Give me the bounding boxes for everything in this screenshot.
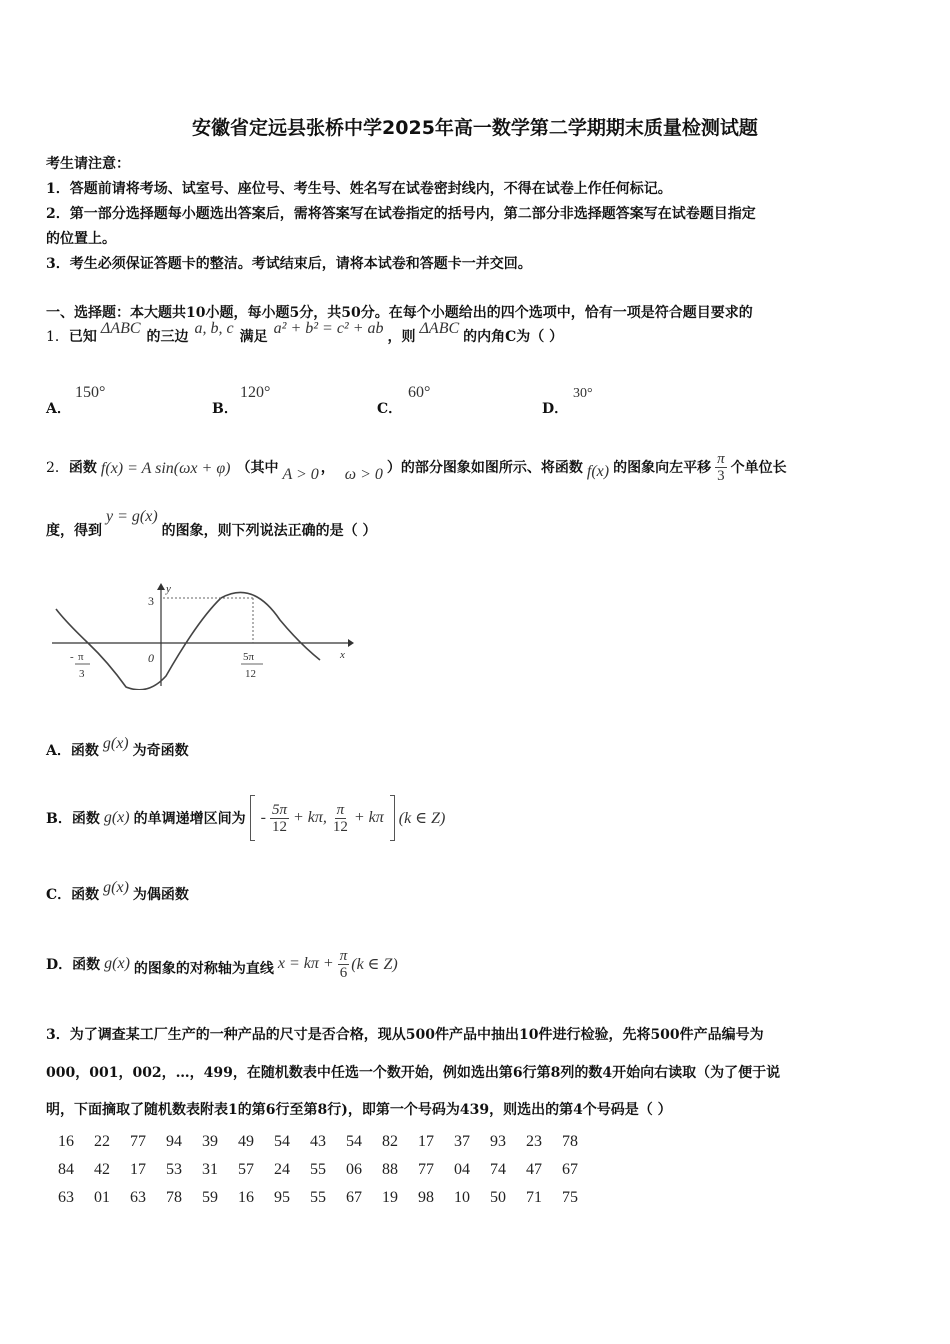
interval-k-in-z: (k ∈ Z) xyxy=(398,810,446,827)
table-cell: 93 xyxy=(490,1133,506,1150)
q2-option-b-label: B． xyxy=(46,811,72,827)
table-cell: 50 xyxy=(490,1189,506,1206)
page-title: 安徽省定远县张桥中学2025年高一数学第二学期期末质量检测试题 xyxy=(192,117,758,139)
q2-option-a-gx: g(x) xyxy=(102,735,129,752)
fraction-denominator: 12 xyxy=(332,818,348,835)
q2-line-2 xyxy=(46,508,377,540)
table-cell: 78 xyxy=(166,1189,182,1206)
interval-k-pi: + kπ xyxy=(353,809,384,826)
right-tick-numerator: 5π xyxy=(243,651,255,663)
q2-text: 函数 xyxy=(68,460,97,476)
q2-option-d xyxy=(46,942,398,986)
table-cell: 49 xyxy=(238,1133,254,1150)
q2-separator: ， xyxy=(320,460,335,476)
q2-text: ）的部分图象如图所示、将函数 xyxy=(386,460,583,476)
table-cell: 24 xyxy=(274,1161,290,1178)
table-cell: 19 xyxy=(382,1189,398,1206)
table-cell: 74 xyxy=(490,1161,506,1178)
interval-left-bracket xyxy=(250,795,255,841)
q2-shift-fraction xyxy=(715,451,727,484)
table-cell: 16 xyxy=(238,1189,254,1206)
table-cell: 37 xyxy=(454,1133,470,1150)
q2-text: 个单位长 xyxy=(730,460,787,476)
q2-text: 度，得到 xyxy=(46,523,102,539)
fraction-numerator: 5π xyxy=(271,801,287,818)
q1-option-c-value: 60° xyxy=(408,384,431,401)
q2-option-c-text: 函数 xyxy=(71,887,100,903)
q2-shift-numerator: π xyxy=(717,450,725,467)
q1-number: 1． xyxy=(46,329,69,345)
table-cell: 42 xyxy=(94,1161,110,1178)
q2-text: 的图象，则下列说法正确的是（ ） xyxy=(161,523,377,539)
axis-fraction xyxy=(338,948,350,981)
table-cell: 94 xyxy=(166,1133,182,1150)
table-cell: 10 xyxy=(454,1189,470,1206)
q2-option-c-label: C． xyxy=(46,887,72,903)
table-cell: 77 xyxy=(130,1133,146,1150)
q1-option-b-value: 120° xyxy=(240,384,271,401)
y-max-label: 3 xyxy=(148,594,154,608)
fraction-numerator: π xyxy=(336,801,345,818)
q1-text: 已知 xyxy=(68,329,97,345)
q2-condition-omega: ω > 0 xyxy=(344,466,383,483)
axis-k-in-z: (k ∈ Z) xyxy=(351,956,398,973)
table-cell: 55 xyxy=(310,1161,326,1178)
table-cell: 17 xyxy=(130,1161,146,1178)
q2-text: 的图象向左平移 xyxy=(613,460,712,476)
notice-item: 的位置上。 xyxy=(46,231,116,247)
table-row xyxy=(58,1133,598,1151)
table-cell: 75 xyxy=(562,1189,578,1206)
origin-label: 0 xyxy=(148,651,154,665)
q2-option-b xyxy=(46,794,445,842)
q2-condition-a: A > 0 xyxy=(282,466,319,483)
q1-triangle: ΔABC xyxy=(419,320,460,337)
interval-k-pi: + kπ, xyxy=(292,809,327,826)
table-cell: 47 xyxy=(526,1161,542,1178)
q2-option-c-gx: g(x) xyxy=(103,879,129,896)
fraction-numerator: π xyxy=(339,947,348,964)
table-cell: 16 xyxy=(58,1133,74,1150)
fraction-denominator: 12 xyxy=(271,818,287,835)
q2-function: f(x) = A sin(ωx + φ) xyxy=(100,460,231,477)
q2-option-a-text: 为奇函数 xyxy=(132,743,189,759)
q1-text: 满足 xyxy=(239,329,268,345)
table-cell: 17 xyxy=(418,1133,434,1150)
q2-option-d-label: D． xyxy=(46,957,73,973)
table-cell: 82 xyxy=(382,1133,398,1150)
table-cell: 43 xyxy=(310,1133,326,1150)
q1-option-d-value: 30° xyxy=(573,386,593,401)
y-axis-arrow xyxy=(157,583,165,590)
q2-option-d-text: 函数 xyxy=(72,957,101,973)
table-cell: 39 xyxy=(202,1133,218,1150)
table-cell: 06 xyxy=(346,1161,362,1178)
q3-line: 3．为了调查某工厂生产的一种产品的尺寸是否合格，现从500件产品中抽出10件进行检验，先将500件产品编号为 xyxy=(46,1027,764,1043)
x-axis-arrow xyxy=(348,639,354,647)
axis-equation: x = kπ + xyxy=(277,955,334,972)
q2-option-b-text: 函数 xyxy=(71,811,100,827)
notice-heading: 考生请注意： xyxy=(46,156,130,172)
q3-line: 明，下面摘取了随机数表附表1的第6行至第8行)，即第一个号码为439，则选出的第4个号码是（ ） xyxy=(46,1102,672,1118)
table-cell: 63 xyxy=(130,1189,146,1206)
q1-option-b-label: B． xyxy=(212,401,238,417)
q1-text: ，则 xyxy=(387,329,416,345)
left-tick-denominator: 3 xyxy=(79,668,85,680)
interval-fraction-2 xyxy=(331,802,350,835)
q2-text: （其中 xyxy=(236,460,279,476)
table-cell: 53 xyxy=(166,1161,182,1178)
notice-item: 2．第一部分选择题每小题选出答案后，需将答案写在试卷指定的括号内，第二部分非选择题答案写在试卷题目指定 xyxy=(46,206,756,222)
q2-option-b-gx: g(x) xyxy=(103,809,130,826)
table-row xyxy=(58,1161,598,1179)
q2-option-c-text: 为偶函数 xyxy=(132,887,189,903)
question-2 xyxy=(46,446,787,488)
x-axis-label: x xyxy=(340,649,345,661)
q1-option-c-label: C． xyxy=(377,401,403,417)
q2-option-a xyxy=(46,735,189,760)
q2-fx: f(x) xyxy=(586,463,610,480)
table-cell: 57 xyxy=(238,1161,254,1178)
q1-option-d-label: D． xyxy=(542,401,569,417)
random-number-table xyxy=(58,1133,598,1207)
q1-option-a-value: 150° xyxy=(75,384,106,401)
sine-graph xyxy=(48,580,358,690)
question-1 xyxy=(46,320,564,346)
q2-option-d-text: 的图象的对称轴为直线 xyxy=(133,961,274,977)
table-cell: 95 xyxy=(274,1189,290,1206)
fraction-denominator: 6 xyxy=(339,964,348,981)
table-cell: 54 xyxy=(346,1133,362,1150)
q2-option-a-text: 函数 xyxy=(70,743,99,759)
table-cell: 98 xyxy=(418,1189,434,1206)
left-tick-numerator: π xyxy=(78,651,84,663)
interval-right-bracket xyxy=(390,795,395,841)
table-row xyxy=(58,1189,598,1207)
q2-option-d-gx: g(x) xyxy=(104,955,130,972)
interval-minus: - xyxy=(260,809,266,826)
table-cell: 63 xyxy=(58,1189,74,1206)
q3-line: 000，001，002，…，499，在随机数表中任选一个数开始，例如选出第6行第8列的数4开始向右读取（为了便于说 xyxy=(46,1065,781,1081)
y-axis-label: y xyxy=(166,583,171,595)
table-cell: 88 xyxy=(382,1161,398,1178)
q2-option-a-label: A． xyxy=(46,743,71,759)
table-cell: 55 xyxy=(310,1189,326,1206)
q1-sides: a, b, c xyxy=(194,320,234,337)
table-cell: 31 xyxy=(202,1161,218,1178)
right-tick-denominator: 12 xyxy=(245,668,256,680)
sine-curve xyxy=(56,592,320,689)
notice-item: 1．答题前请将考场、试室号、座位号、考生号、姓名写在试卷密封线内，不得在试卷上作任何标记。 xyxy=(46,181,672,197)
table-cell: 77 xyxy=(418,1161,434,1178)
table-cell: 01 xyxy=(94,1189,110,1206)
q1-text: 的内角C为（ ） xyxy=(463,329,564,345)
q2-option-c xyxy=(46,879,189,904)
q1-triangle: ΔABC xyxy=(100,320,141,337)
q1-text: 的三边 xyxy=(146,329,189,345)
q2-number: 2． xyxy=(46,460,69,476)
q2-shift-denominator: 3 xyxy=(717,467,725,484)
q2-option-b-text: 的单调递增区间为 xyxy=(133,811,246,827)
q2-gy: y = g(x) xyxy=(106,508,158,525)
q1-option-a-label: A． xyxy=(46,401,71,417)
table-cell: 67 xyxy=(562,1161,578,1178)
table-cell: 23 xyxy=(526,1133,542,1150)
table-cell: 59 xyxy=(202,1189,218,1206)
notice-item: 3．考生必须保证答题卡的整洁。考试结束后，请将本试卷和答题卡一并交回。 xyxy=(46,256,532,272)
table-cell: 04 xyxy=(454,1161,470,1178)
table-cell: 54 xyxy=(274,1133,290,1150)
section-heading: 一、选择题：本大题共10小题，每小题5分，共50分。在每个小题给出的四个选项中，恰有一项是符合题目要求的 xyxy=(46,305,753,321)
table-cell: 78 xyxy=(562,1133,578,1150)
table-cell: 22 xyxy=(94,1133,110,1150)
table-cell: 84 xyxy=(58,1161,74,1178)
table-cell: 67 xyxy=(346,1189,362,1206)
q1-equation: a² + b² = c² + ab xyxy=(273,320,384,337)
left-tick-sign: - xyxy=(70,651,74,663)
interval-fraction-1 xyxy=(270,802,289,835)
table-cell: 71 xyxy=(526,1189,542,1206)
